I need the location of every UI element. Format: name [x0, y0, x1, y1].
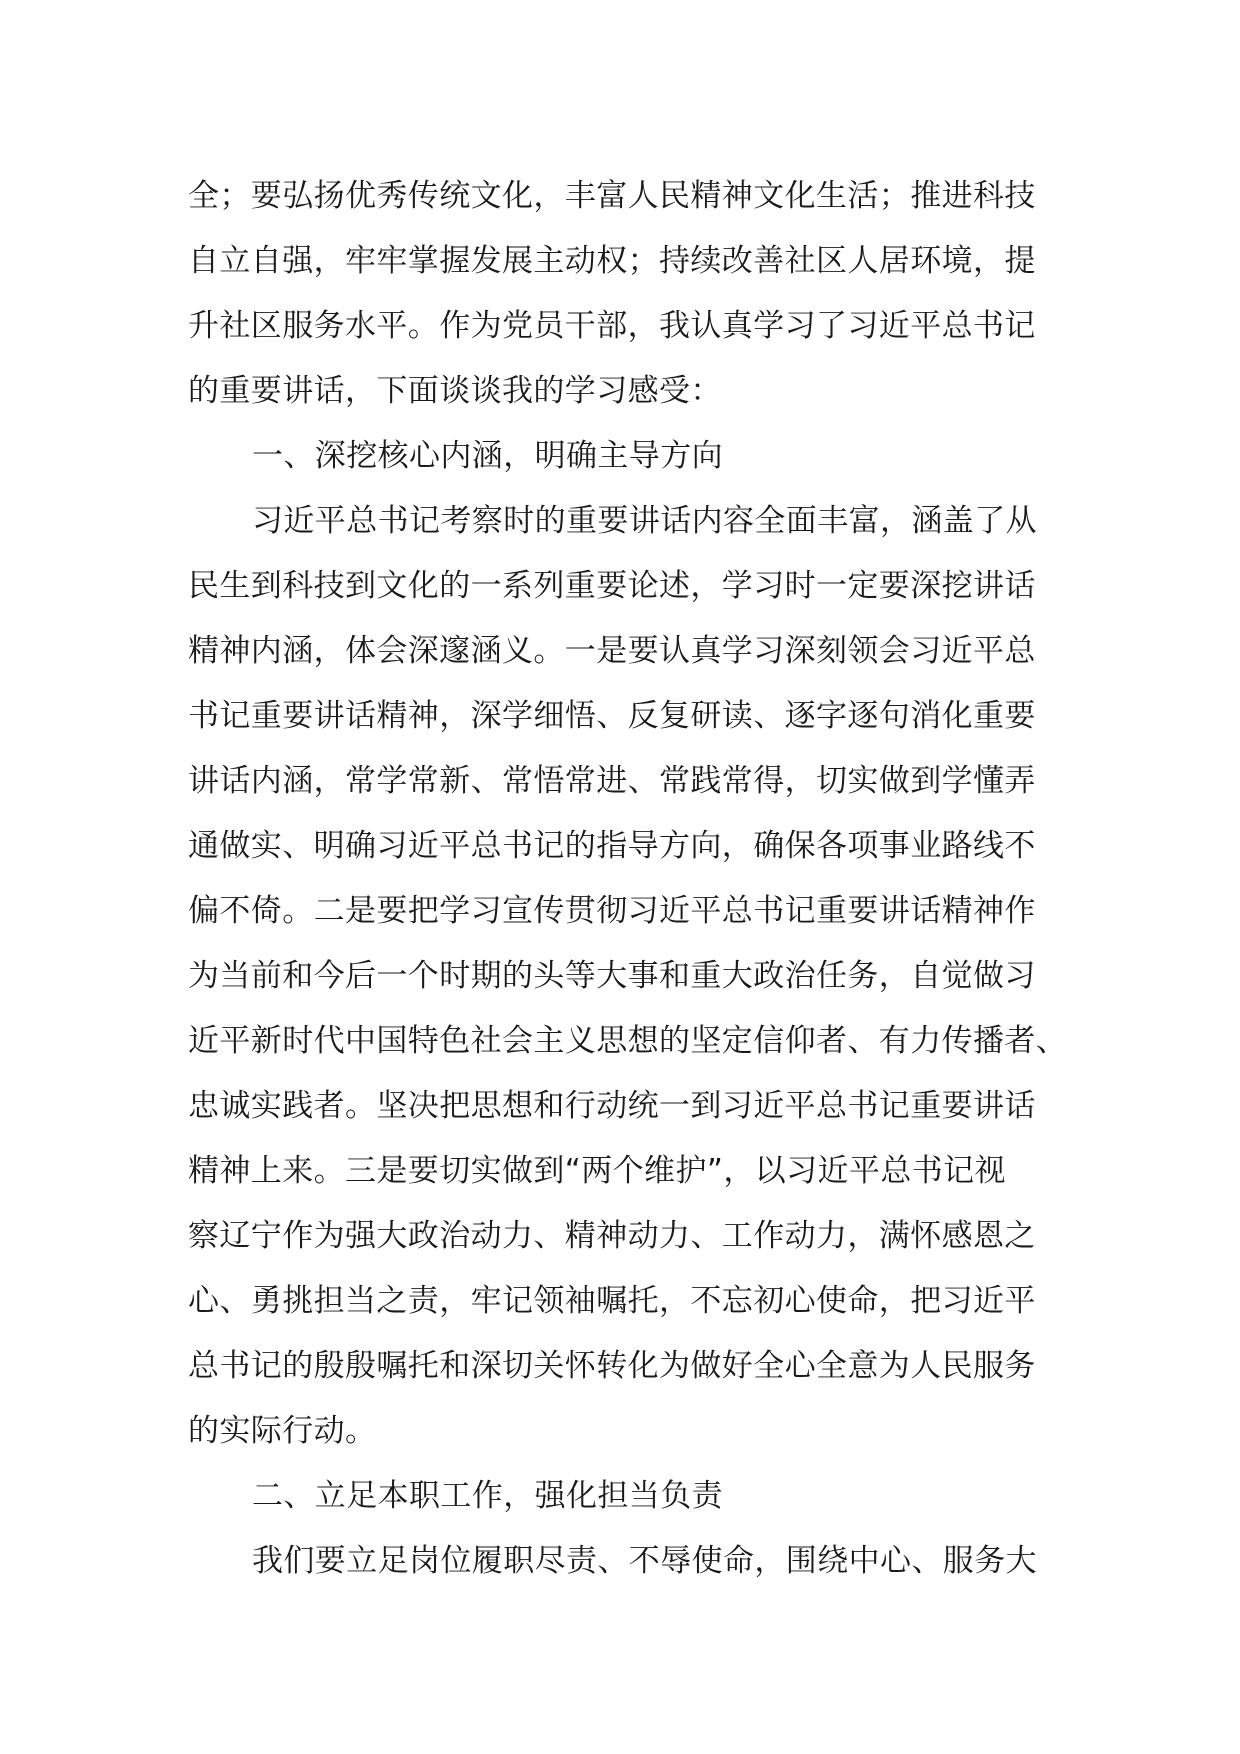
body-text-line: 近平新时代中国特色社会主义思想的坚定信仰者、有力传播者、 — [188, 1023, 1068, 1059]
body-text-line: 书记重要讲话精神，深学细悟、反复研读、逐字逐句消化重要 — [188, 698, 1036, 734]
body-text-line: 精神内涵，体会深邃涵义。一是要认真学习深刻领会习近平总 — [188, 633, 1036, 669]
body-text-line: 偏不倚。二是要把学习宣传贯彻习近平总书记重要讲话精神作 — [188, 893, 1036, 929]
body-text-line: 为当前和今后一个时期的头等大事和重大政治任务，自觉做习 — [188, 958, 1036, 994]
body-text-line: 忠诚实践者。坚决把思想和行动统一到习近平总书记重要讲话 — [188, 1088, 1036, 1124]
body-text-line: 精神上来。三是要切实做到“两个维护”，以习近平总书记视 — [188, 1153, 1006, 1189]
paragraph-first-line: 我们要立足岗位履职尽责、不辱使命，围绕中心、服务大 — [252, 1543, 1037, 1579]
body-text-line: 讲话内涵，常学常新、常悟常进、常践常得，切实做到学懂弄 — [188, 763, 1036, 799]
section-heading: 二、立足本职工作，强化担当负责 — [252, 1478, 723, 1514]
body-text-line: 心、勇挑担当之责，牢记领袖嘱托，不忘初心使命，把习近平 — [188, 1283, 1036, 1319]
body-text-line: 全；要弘扬优秀传统文化，丰富人民精神文化生活；推进科技 — [188, 178, 1036, 214]
document-body — [188, 164, 1068, 1594]
paragraph-first-line: 习近平总书记考察时的重要讲话内容全面丰富，涵盖了从 — [252, 503, 1037, 539]
section-heading: 一、深挖核心内涵，明确主导方向 — [252, 438, 723, 474]
body-text-line: 的实际行动。 — [188, 1413, 377, 1449]
body-text-line: 自立自强，牢牢掌握发展主动权；持续改善社区人居环境，提 — [188, 243, 1036, 279]
body-text-line: 民生到科技到文化的一系列重要论述，学习时一定要深挖讲话 — [188, 568, 1036, 604]
body-text-line: 察辽宁作为强大政治动力、精神动力、工作动力，满怀感恩之 — [188, 1218, 1036, 1254]
body-text-line: 的重要讲话，下面谈谈我的学习感受： — [188, 373, 722, 409]
body-text-line: 通做实、明确习近平总书记的指导方向，确保各项事业路线不 — [188, 828, 1036, 864]
body-text-line: 总书记的殷殷嘱托和深切关怀转化为做好全心全意为人民服务 — [188, 1348, 1036, 1384]
body-text-line: 升社区服务水平。作为党员干部，我认真学习了习近平总书记 — [188, 308, 1036, 344]
